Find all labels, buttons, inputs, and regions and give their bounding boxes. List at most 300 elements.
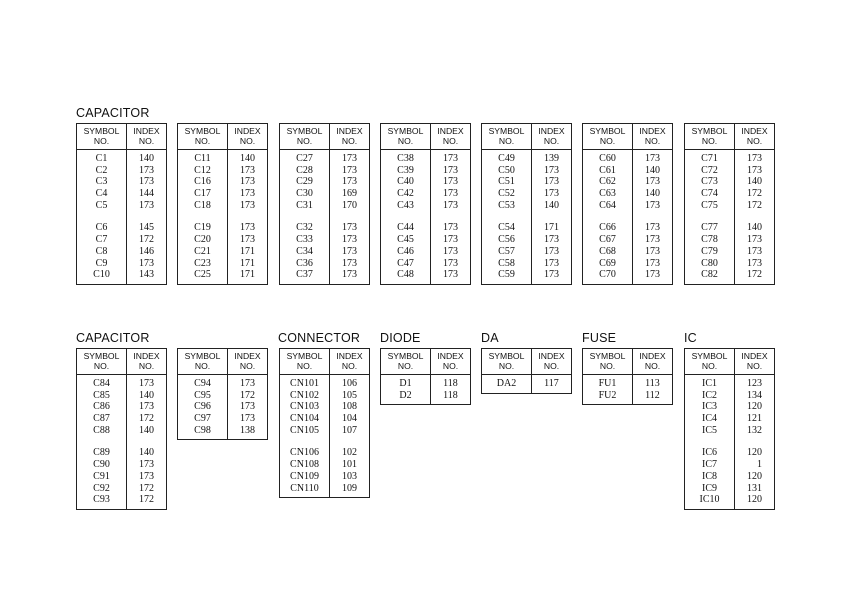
symbol-cell: C91 — [93, 470, 110, 482]
symbol-column — [77, 375, 127, 509]
index-column — [330, 375, 369, 497]
index-cell: 107 — [342, 424, 357, 436]
header-text: SYMBOL — [691, 351, 728, 361]
table-body — [685, 375, 774, 509]
index-cell: 121 — [747, 413, 762, 425]
index-cell: 173 — [443, 164, 458, 176]
symbol-column — [77, 150, 127, 284]
index-cell: 112 — [645, 389, 660, 401]
index-column — [127, 150, 166, 284]
symbol-cell: C71 — [701, 153, 718, 164]
table-body — [280, 150, 369, 284]
symbol-cell: C1 — [95, 153, 108, 164]
table-body — [280, 375, 369, 497]
table-body — [482, 375, 571, 393]
symbol-cell: C17 — [194, 188, 211, 200]
symbol-no-header — [280, 349, 330, 374]
index-cell: 173 — [342, 257, 357, 269]
symbol-cell: CN108 — [290, 459, 319, 471]
symbol-column — [280, 150, 330, 284]
index-cell: 140 — [139, 389, 154, 401]
symbol-cell: C87 — [93, 413, 110, 425]
index-no-header — [127, 349, 166, 374]
symbol-cell: IC3 — [702, 401, 717, 413]
index-cell: 101 — [342, 459, 357, 471]
header-text: INDEX — [741, 126, 768, 136]
index-cell: 173 — [645, 257, 660, 269]
symbol-no-header — [685, 349, 735, 374]
symbol-cell: C46 — [397, 245, 414, 257]
symbol-cell: C63 — [599, 188, 616, 200]
header-text: NO. — [194, 135, 211, 146]
header-text: SYMBOL — [691, 126, 728, 136]
index-cell: 140 — [139, 424, 154, 436]
header-text: NO. — [543, 135, 560, 146]
index-cell: 171 — [240, 257, 255, 269]
table-body — [77, 150, 166, 284]
section-title-da: DA — [481, 331, 499, 345]
symbol-cell: C11 — [194, 153, 211, 164]
symbol-cell: C54 — [498, 222, 515, 234]
symbol-cell: C5 — [95, 199, 108, 211]
index-no-header — [431, 124, 470, 149]
symbol-cell: C9 — [95, 257, 108, 269]
header-text: SYMBOL — [488, 351, 525, 361]
index-cell: 120 — [747, 494, 762, 506]
index-cell: 146 — [139, 245, 154, 257]
symbol-cell: C75 — [701, 199, 718, 211]
index-cell: 173 — [240, 188, 255, 200]
symbol-cell: C32 — [296, 222, 313, 234]
index-cell: 132 — [747, 424, 762, 436]
header-text: SYMBOL — [83, 126, 120, 136]
header-text: INDEX — [437, 351, 464, 361]
symbol-cell: D1 — [399, 378, 412, 389]
symbol-cell: C34 — [296, 245, 313, 257]
header-text: NO. — [138, 135, 155, 146]
symbol-cell: C19 — [194, 222, 211, 234]
index-table — [481, 348, 572, 394]
symbol-cell: C77 — [701, 222, 718, 234]
index-cell: 173 — [443, 257, 458, 269]
symbol-no-header — [583, 349, 633, 374]
symbol-cell: CN104 — [290, 413, 319, 425]
index-cell: 143 — [139, 269, 154, 281]
symbol-cell: C10 — [93, 269, 110, 281]
symbol-cell: C64 — [599, 199, 616, 211]
table-header — [381, 349, 470, 375]
table-header — [583, 124, 672, 150]
symbol-cell: C84 — [93, 378, 110, 389]
index-cell: 118 — [443, 378, 458, 389]
symbol-cell: IC6 — [702, 447, 717, 459]
section-title-capacitor: CAPACITOR — [76, 106, 150, 120]
symbol-cell: C50 — [498, 164, 515, 176]
index-no-header — [735, 349, 774, 374]
header-text: NO. — [746, 135, 763, 146]
header-text: NO. — [93, 360, 110, 371]
symbol-cell: C2 — [95, 164, 108, 176]
symbol-cell: C93 — [93, 494, 110, 506]
index-cell: 145 — [139, 222, 154, 234]
header-text: INDEX — [133, 126, 160, 136]
index-cell: 131 — [747, 482, 762, 494]
index-cell: 140 — [139, 447, 154, 459]
index-table — [279, 348, 370, 498]
symbol-column — [583, 150, 633, 284]
symbol-column — [381, 375, 431, 404]
index-cell: 140 — [645, 164, 660, 176]
index-cell: 173 — [645, 245, 660, 257]
symbol-cell: C45 — [397, 234, 414, 246]
header-text: NO. — [138, 360, 155, 371]
index-no-header — [633, 124, 672, 149]
header-text: NO. — [239, 135, 256, 146]
symbol-cell: C8 — [95, 245, 108, 257]
symbol-cell: C95 — [194, 389, 211, 401]
index-cell: 140 — [747, 222, 762, 234]
index-cell: 173 — [747, 164, 762, 176]
symbol-cell: C29 — [296, 176, 313, 188]
symbol-cell: C37 — [296, 269, 313, 281]
symbol-column — [280, 375, 330, 497]
index-cell: 173 — [342, 222, 357, 234]
index-no-header — [228, 349, 267, 374]
symbol-cell: C92 — [93, 482, 110, 494]
symbol-cell: IC7 — [702, 459, 717, 471]
symbol-cell: C96 — [194, 401, 211, 413]
index-cell: 173 — [747, 245, 762, 257]
symbol-cell: C98 — [194, 424, 211, 436]
table-body — [381, 150, 470, 284]
symbol-cell: C30 — [296, 188, 313, 200]
symbol-cell: C94 — [194, 378, 211, 389]
symbol-column — [583, 375, 633, 404]
index-column — [532, 375, 571, 393]
symbol-cell: C60 — [599, 153, 616, 164]
index-cell: 173 — [747, 153, 762, 164]
header-text: NO. — [93, 135, 110, 146]
index-cell: 118 — [443, 389, 458, 401]
symbol-cell: C86 — [93, 401, 110, 413]
symbol-cell: C47 — [397, 257, 414, 269]
index-cell: 173 — [443, 222, 458, 234]
header-text: SYMBOL — [387, 126, 424, 136]
symbol-no-header — [685, 124, 735, 149]
index-cell: 172 — [139, 494, 154, 506]
index-cell: 173 — [645, 269, 660, 281]
symbol-cell: FU2 — [598, 389, 617, 401]
index-cell: 140 — [240, 153, 255, 164]
symbol-cell: C61 — [599, 164, 616, 176]
symbol-no-header — [280, 124, 330, 149]
index-table — [481, 123, 572, 285]
symbol-cell: C21 — [194, 245, 211, 257]
section-title-fuse: FUSE — [582, 331, 617, 345]
table-header — [685, 349, 774, 375]
index-cell: 173 — [240, 199, 255, 211]
index-table — [380, 348, 471, 405]
table-body — [583, 150, 672, 284]
index-table — [177, 348, 268, 440]
index-column — [633, 375, 672, 404]
header-text: NO. — [543, 360, 560, 371]
symbol-cell: CN102 — [290, 389, 319, 401]
index-column — [330, 150, 369, 284]
index-column — [735, 375, 774, 509]
header-text: NO. — [296, 135, 313, 146]
index-no-header — [330, 124, 369, 149]
symbol-cell: C38 — [397, 153, 414, 164]
header-text: NO. — [644, 135, 661, 146]
table-body — [482, 150, 571, 284]
index-table — [76, 348, 167, 510]
index-cell: 173 — [645, 199, 660, 211]
symbol-cell: C72 — [701, 164, 718, 176]
symbol-cell: C53 — [498, 199, 515, 211]
index-no-header — [127, 124, 166, 149]
symbol-no-header — [381, 349, 431, 374]
index-cell: 173 — [443, 245, 458, 257]
index-column — [735, 150, 774, 284]
header-text: NO. — [194, 360, 211, 371]
index-column — [633, 150, 672, 284]
index-cell: 173 — [139, 459, 154, 471]
index-cell: 109 — [342, 482, 357, 494]
index-cell: 172 — [139, 413, 154, 425]
symbol-column — [381, 150, 431, 284]
index-cell: 172 — [747, 269, 762, 281]
index-cell: 173 — [747, 257, 762, 269]
index-cell: 173 — [443, 234, 458, 246]
symbol-cell: C49 — [498, 153, 515, 164]
index-cell: 173 — [645, 222, 660, 234]
symbol-column — [685, 375, 735, 509]
index-cell: 173 — [443, 188, 458, 200]
symbol-cell: C33 — [296, 234, 313, 246]
index-table — [684, 123, 775, 285]
table-body — [77, 375, 166, 509]
header-text: SYMBOL — [589, 351, 626, 361]
header-text: SYMBOL — [589, 126, 626, 136]
index-cell: 102 — [342, 447, 357, 459]
index-cell: 105 — [342, 389, 357, 401]
symbol-cell: IC4 — [702, 413, 717, 425]
table-body — [381, 375, 470, 404]
index-cell: 173 — [443, 199, 458, 211]
symbol-no-header — [77, 349, 127, 374]
index-table — [684, 348, 775, 510]
symbol-cell: D2 — [399, 389, 412, 401]
index-cell: 173 — [443, 176, 458, 188]
index-cell: 172 — [139, 234, 154, 246]
symbol-cell: C43 — [397, 199, 414, 211]
header-text: NO. — [341, 135, 358, 146]
index-cell: 173 — [240, 378, 255, 389]
symbol-cell: C69 — [599, 257, 616, 269]
header-text: INDEX — [234, 126, 261, 136]
index-cell: 134 — [747, 389, 762, 401]
index-cell: 169 — [342, 188, 357, 200]
symbol-cell: C44 — [397, 222, 414, 234]
index-cell: 171 — [544, 222, 559, 234]
symbol-cell: DA2 — [496, 378, 517, 389]
symbol-no-header — [482, 124, 532, 149]
symbol-column — [482, 150, 532, 284]
symbol-cell: C31 — [296, 199, 313, 211]
symbol-cell: CN106 — [290, 447, 319, 459]
index-no-header — [532, 349, 571, 374]
symbol-cell: C4 — [95, 188, 108, 200]
index-cell: 173 — [240, 164, 255, 176]
index-cell: 173 — [139, 176, 154, 188]
header-text: NO. — [442, 360, 459, 371]
index-cell: 173 — [139, 378, 154, 389]
index-cell: 173 — [240, 401, 255, 413]
index-table — [380, 123, 471, 285]
index-cell: 140 — [544, 199, 559, 211]
index-cell: 173 — [240, 234, 255, 246]
symbol-cell: C28 — [296, 164, 313, 176]
symbol-cell: C36 — [296, 257, 313, 269]
symbol-cell: C3 — [95, 176, 108, 188]
symbol-cell: C23 — [194, 257, 211, 269]
header-text: INDEX — [234, 351, 261, 361]
index-cell: 173 — [645, 234, 660, 246]
symbol-no-header — [77, 124, 127, 149]
symbol-cell: C39 — [397, 164, 414, 176]
header-text: SYMBOL — [286, 351, 323, 361]
index-cell: 170 — [342, 199, 357, 211]
index-cell: 144 — [139, 188, 154, 200]
index-cell: 173 — [645, 153, 660, 164]
table-header — [482, 349, 571, 375]
header-text: SYMBOL — [387, 351, 424, 361]
symbol-no-header — [178, 349, 228, 374]
symbol-cell: C67 — [599, 234, 616, 246]
header-text: INDEX — [133, 351, 160, 361]
index-cell: 172 — [139, 482, 154, 494]
symbol-cell: IC5 — [702, 424, 717, 436]
index-no-header — [633, 349, 672, 374]
header-text: SYMBOL — [83, 351, 120, 361]
header-text: INDEX — [336, 126, 363, 136]
symbol-cell: C52 — [498, 188, 515, 200]
header-text: SYMBOL — [286, 126, 323, 136]
header-text: SYMBOL — [184, 126, 221, 136]
table-header — [381, 124, 470, 150]
index-cell: 108 — [342, 401, 357, 413]
symbol-cell: C68 — [599, 245, 616, 257]
symbol-cell: C73 — [701, 176, 718, 188]
symbol-cell: C42 — [397, 188, 414, 200]
symbol-no-header — [178, 124, 228, 149]
index-cell: 173 — [240, 222, 255, 234]
index-cell: 139 — [544, 153, 559, 164]
index-cell: 173 — [240, 413, 255, 425]
symbol-cell: CN110 — [290, 482, 319, 494]
index-cell: 173 — [342, 164, 357, 176]
symbol-cell: CN101 — [290, 378, 319, 389]
symbol-cell: C7 — [95, 234, 108, 246]
section-title-ic: IC — [684, 331, 697, 345]
index-cell: 171 — [240, 245, 255, 257]
index-cell: 173 — [544, 164, 559, 176]
index-cell: 173 — [544, 188, 559, 200]
index-cell: 173 — [342, 234, 357, 246]
section-title-capacitor: CAPACITOR — [76, 331, 150, 345]
index-cell: 120 — [747, 470, 762, 482]
symbol-column — [685, 150, 735, 284]
symbol-cell: C66 — [599, 222, 616, 234]
index-column — [532, 150, 571, 284]
index-cell: 172 — [747, 199, 762, 211]
symbol-cell: IC8 — [702, 470, 717, 482]
header-text: NO. — [239, 360, 256, 371]
symbol-cell: C56 — [498, 234, 515, 246]
index-cell: 138 — [240, 424, 255, 436]
header-text: NO. — [397, 135, 414, 146]
header-text: NO. — [701, 360, 718, 371]
table-body — [178, 150, 267, 284]
table-body — [685, 150, 774, 284]
symbol-cell: C78 — [701, 234, 718, 246]
index-cell: 173 — [139, 401, 154, 413]
symbol-column — [178, 375, 228, 439]
header-text: SYMBOL — [488, 126, 525, 136]
symbol-no-header — [583, 124, 633, 149]
symbol-cell: C79 — [701, 245, 718, 257]
index-cell: 173 — [139, 164, 154, 176]
section-title-connector: CONNECTOR — [278, 331, 361, 345]
symbol-cell: C27 — [296, 153, 313, 164]
header-text: NO. — [599, 360, 616, 371]
index-cell: 173 — [342, 176, 357, 188]
table-body — [178, 375, 267, 439]
table-header — [482, 124, 571, 150]
header-text: NO. — [701, 135, 718, 146]
index-cell: 106 — [342, 378, 357, 389]
index-cell: 113 — [645, 378, 660, 389]
header-text: NO. — [746, 360, 763, 371]
table-header — [280, 124, 369, 150]
symbol-cell: C51 — [498, 176, 515, 188]
table-header — [77, 349, 166, 375]
index-cell: 173 — [544, 269, 559, 281]
symbol-cell: C74 — [701, 188, 718, 200]
index-table — [582, 348, 673, 405]
index-cell: 1 — [757, 459, 762, 471]
index-column — [127, 375, 166, 509]
symbol-cell: CN103 — [290, 401, 319, 413]
header-text: NO. — [498, 360, 515, 371]
index-column — [228, 150, 267, 284]
symbol-cell: C25 — [194, 269, 211, 281]
index-cell: 173 — [747, 234, 762, 246]
table-header — [77, 124, 166, 150]
header-text: INDEX — [741, 351, 768, 361]
symbol-cell: IC2 — [702, 389, 717, 401]
symbol-cell: C48 — [397, 269, 414, 281]
symbol-cell: C12 — [194, 164, 211, 176]
index-cell: 173 — [544, 245, 559, 257]
index-cell: 140 — [139, 153, 154, 164]
header-text: SYMBOL — [184, 351, 221, 361]
index-cell: 173 — [342, 153, 357, 164]
symbol-cell: C57 — [498, 245, 515, 257]
index-cell: 173 — [240, 176, 255, 188]
index-table — [279, 123, 370, 285]
